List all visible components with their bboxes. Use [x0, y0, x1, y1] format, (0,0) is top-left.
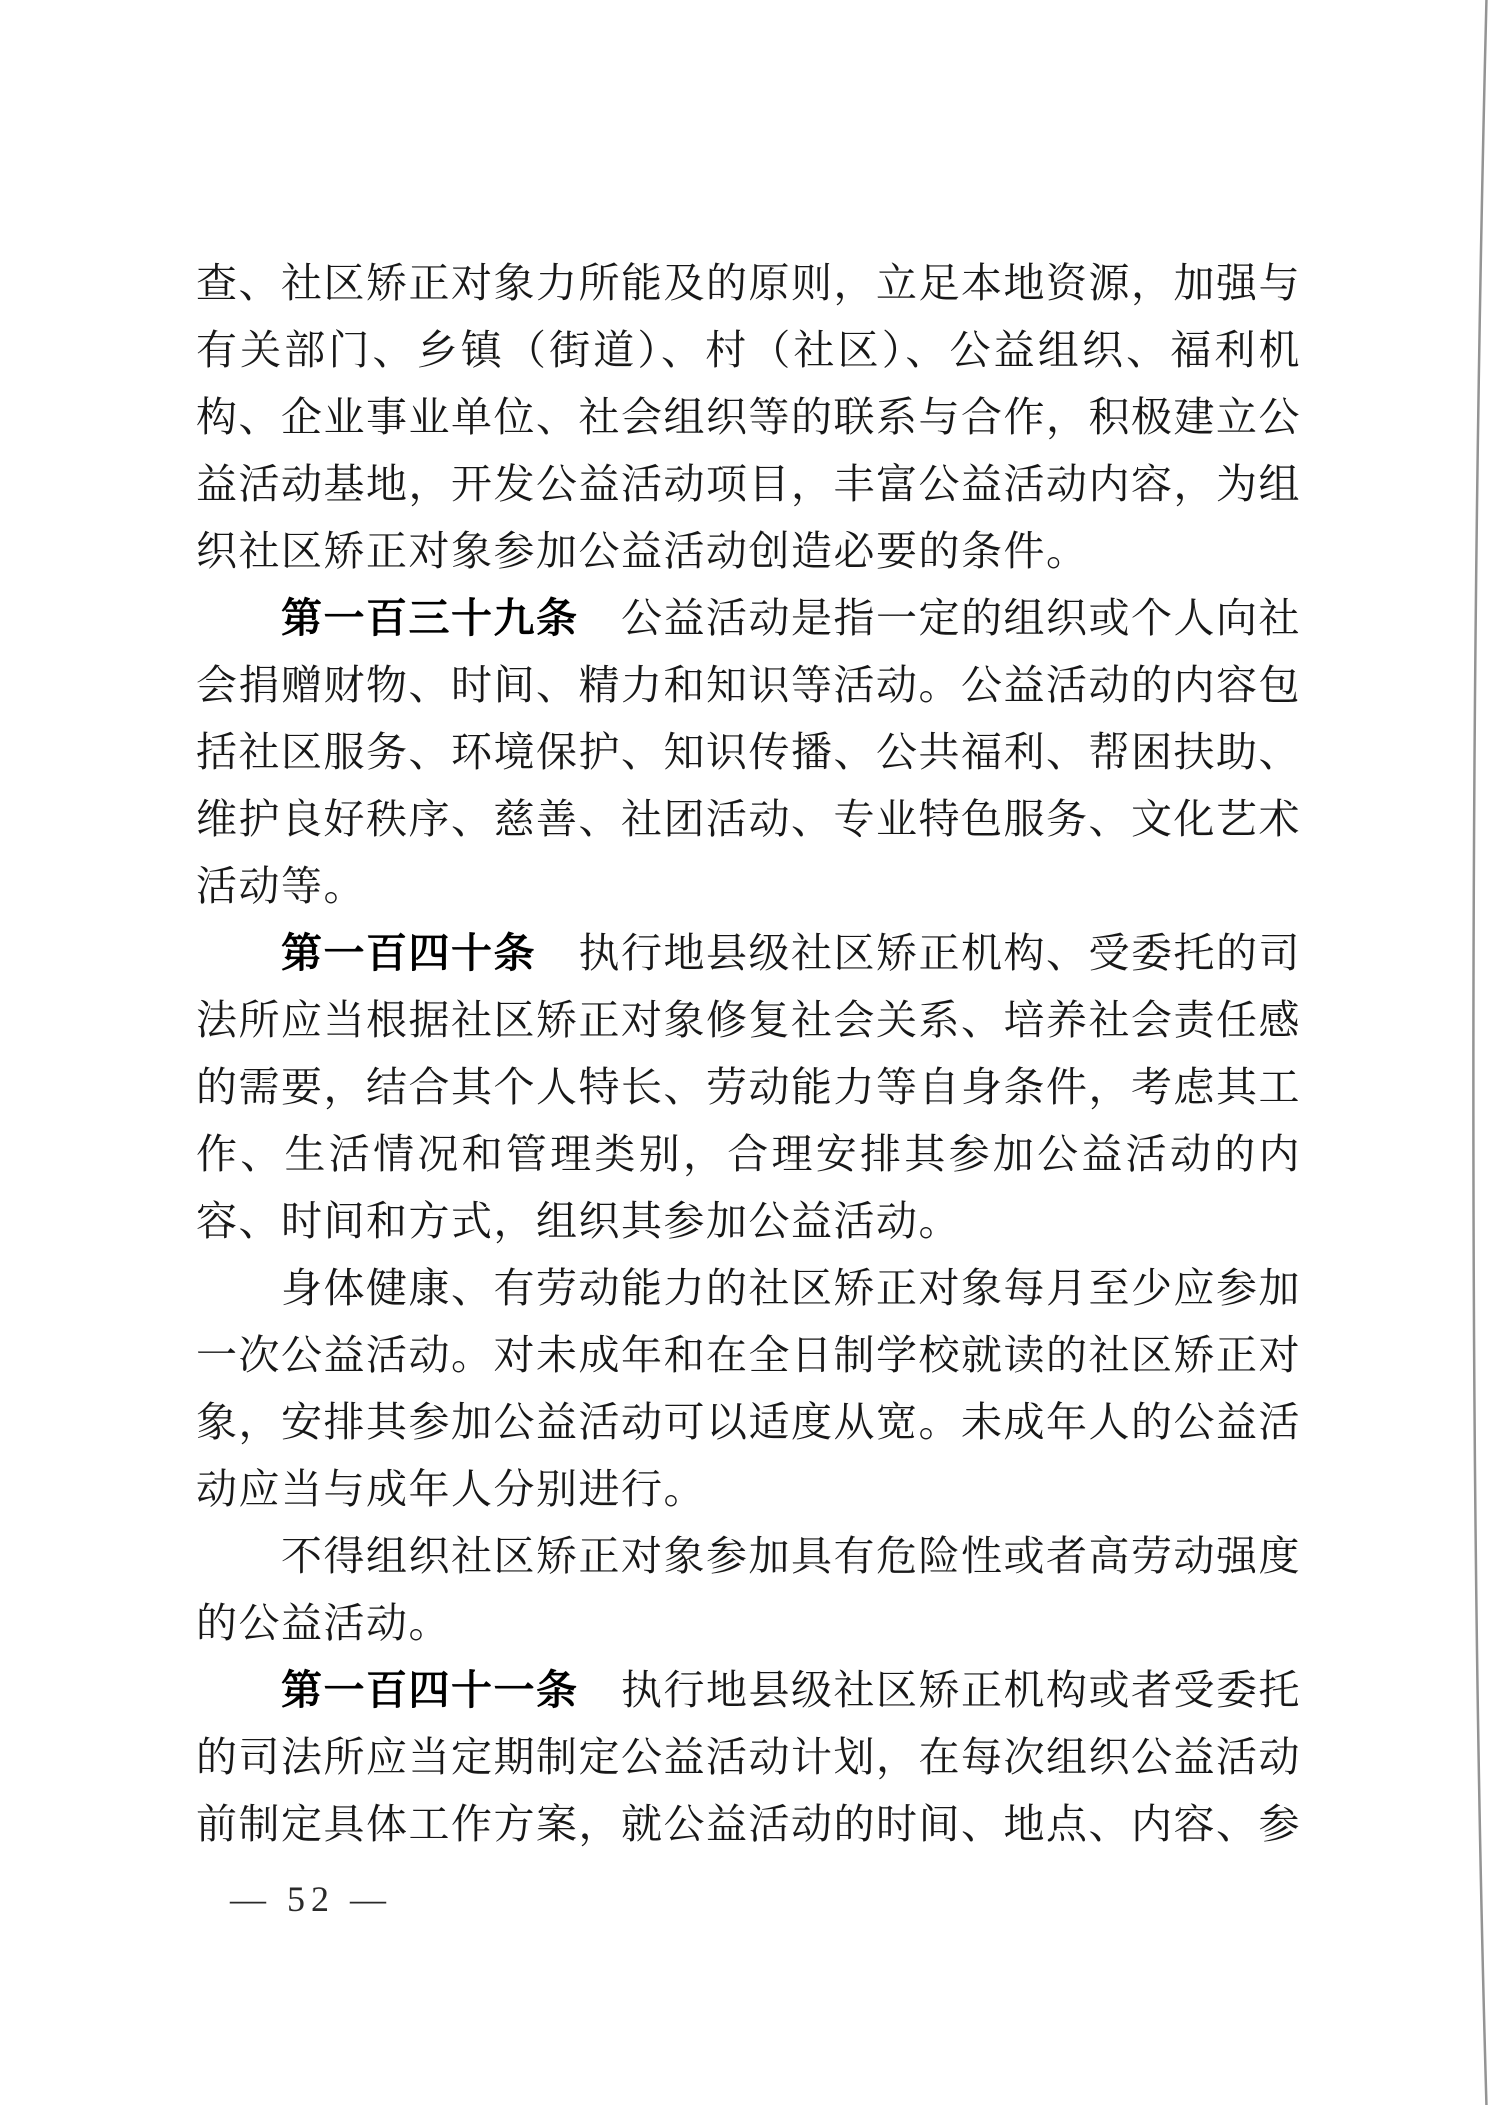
text-line-content: 的公益活动。: [196, 1600, 451, 1646]
text-line-content: 不得组织社区矫正对象参加具有危险性或者高劳动强度: [281, 1533, 1301, 1579]
text-line: [196, 786, 1301, 853]
text-line-content: 构、企业事业单位、社会组织等的联系与合作，积极建立公: [196, 394, 1301, 440]
article-number-bold: 第一百四十条: [281, 930, 536, 976]
text-line-content: 的司法所应当定期制定公益活动计划，在每次组织公益活动: [196, 1734, 1301, 1780]
text-line: [196, 1724, 1301, 1791]
text-line-content: 象，安排其参加公益活动可以适度从宽。未成年人的公益活: [196, 1399, 1301, 1445]
text-line-content: 括社区服务、环境保护、知识传播、公共福利、帮困扶助、: [196, 729, 1301, 775]
article-number-bold: 第一百三十九条: [281, 595, 579, 641]
text-line-content: 执行地县级社区矫正机构或者受委托: [578, 1667, 1301, 1713]
text-line: [196, 920, 1301, 987]
text-line: [196, 518, 1301, 585]
text-line: [196, 1389, 1301, 1456]
text-line-content: 织社区矫正对象参加公益活动创造必要的条件。: [196, 528, 1089, 574]
text-line-content: 身体健康、有劳动能力的社区矫正对象每月至少应参加: [281, 1265, 1301, 1311]
text-line: [196, 853, 1301, 920]
text-line: [196, 451, 1301, 518]
text-line-content: 查、社区矫正对象力所能及的原则，立足本地资源，加强与: [196, 260, 1301, 306]
text-line: [196, 1255, 1301, 1322]
text-line-content: 作、生活情况和管理类别，合理安排其参加公益活动的内: [196, 1131, 1301, 1177]
text-line: [196, 1590, 1301, 1657]
text-line-content: 有关部门、乡镇（街道）、村（社区）、公益组织、福利机: [196, 327, 1301, 373]
text-line-content: 公益活动是指一定的组织或个人向社: [578, 595, 1301, 641]
text-line: [196, 317, 1301, 384]
text-line: [196, 987, 1301, 1054]
text-line: [196, 585, 1301, 652]
document-body: [196, 250, 1301, 1858]
text-line-content: 一次公益活动。对未成年和在全日制学校就读的社区矫正对: [196, 1332, 1301, 1378]
text-line-content: 的需要，结合其个人特长、劳动能力等自身条件，考虑其工: [196, 1064, 1301, 1110]
page-edge-line: [1473, 0, 1486, 2105]
text-line-content: 动应当与成年人分别进行。: [196, 1466, 706, 1512]
text-line: [196, 1054, 1301, 1121]
text-line-content: 会捐赠财物、时间、精力和知识等活动。公益活动的内容包: [196, 662, 1301, 708]
text-line: [196, 1657, 1301, 1724]
text-line: [196, 1322, 1301, 1389]
text-line-content: 益活动基地，开发公益活动项目，丰富公益活动内容，为组: [196, 461, 1301, 507]
text-line: [196, 1456, 1301, 1523]
text-line-content: 前制定具体工作方案，就公益活动的时间、地点、内容、参: [196, 1801, 1301, 1847]
text-line-content: 法所应当根据社区矫正对象修复社会关系、培养社会责任感: [196, 997, 1301, 1043]
text-line-content: 维护良好秩序、慈善、社团活动、专业特色服务、文化艺术: [196, 796, 1301, 842]
page-number: — 52 —: [230, 1879, 392, 1919]
text-line: [196, 1188, 1301, 1255]
text-line-content: 活动等。: [196, 863, 366, 909]
article-number-bold: 第一百四十一条: [281, 1667, 579, 1713]
text-line: [196, 250, 1301, 317]
text-line: [196, 652, 1301, 719]
text-line: [196, 1523, 1301, 1590]
text-line: [196, 1121, 1301, 1188]
text-line-content: 执行地县级社区矫正机构、受委托的司: [536, 930, 1301, 976]
text-line-content: 容、时间和方式，组织其参加公益活动。: [196, 1198, 961, 1244]
text-line: [196, 384, 1301, 451]
text-line: [196, 1791, 1301, 1858]
text-line: [196, 719, 1301, 786]
